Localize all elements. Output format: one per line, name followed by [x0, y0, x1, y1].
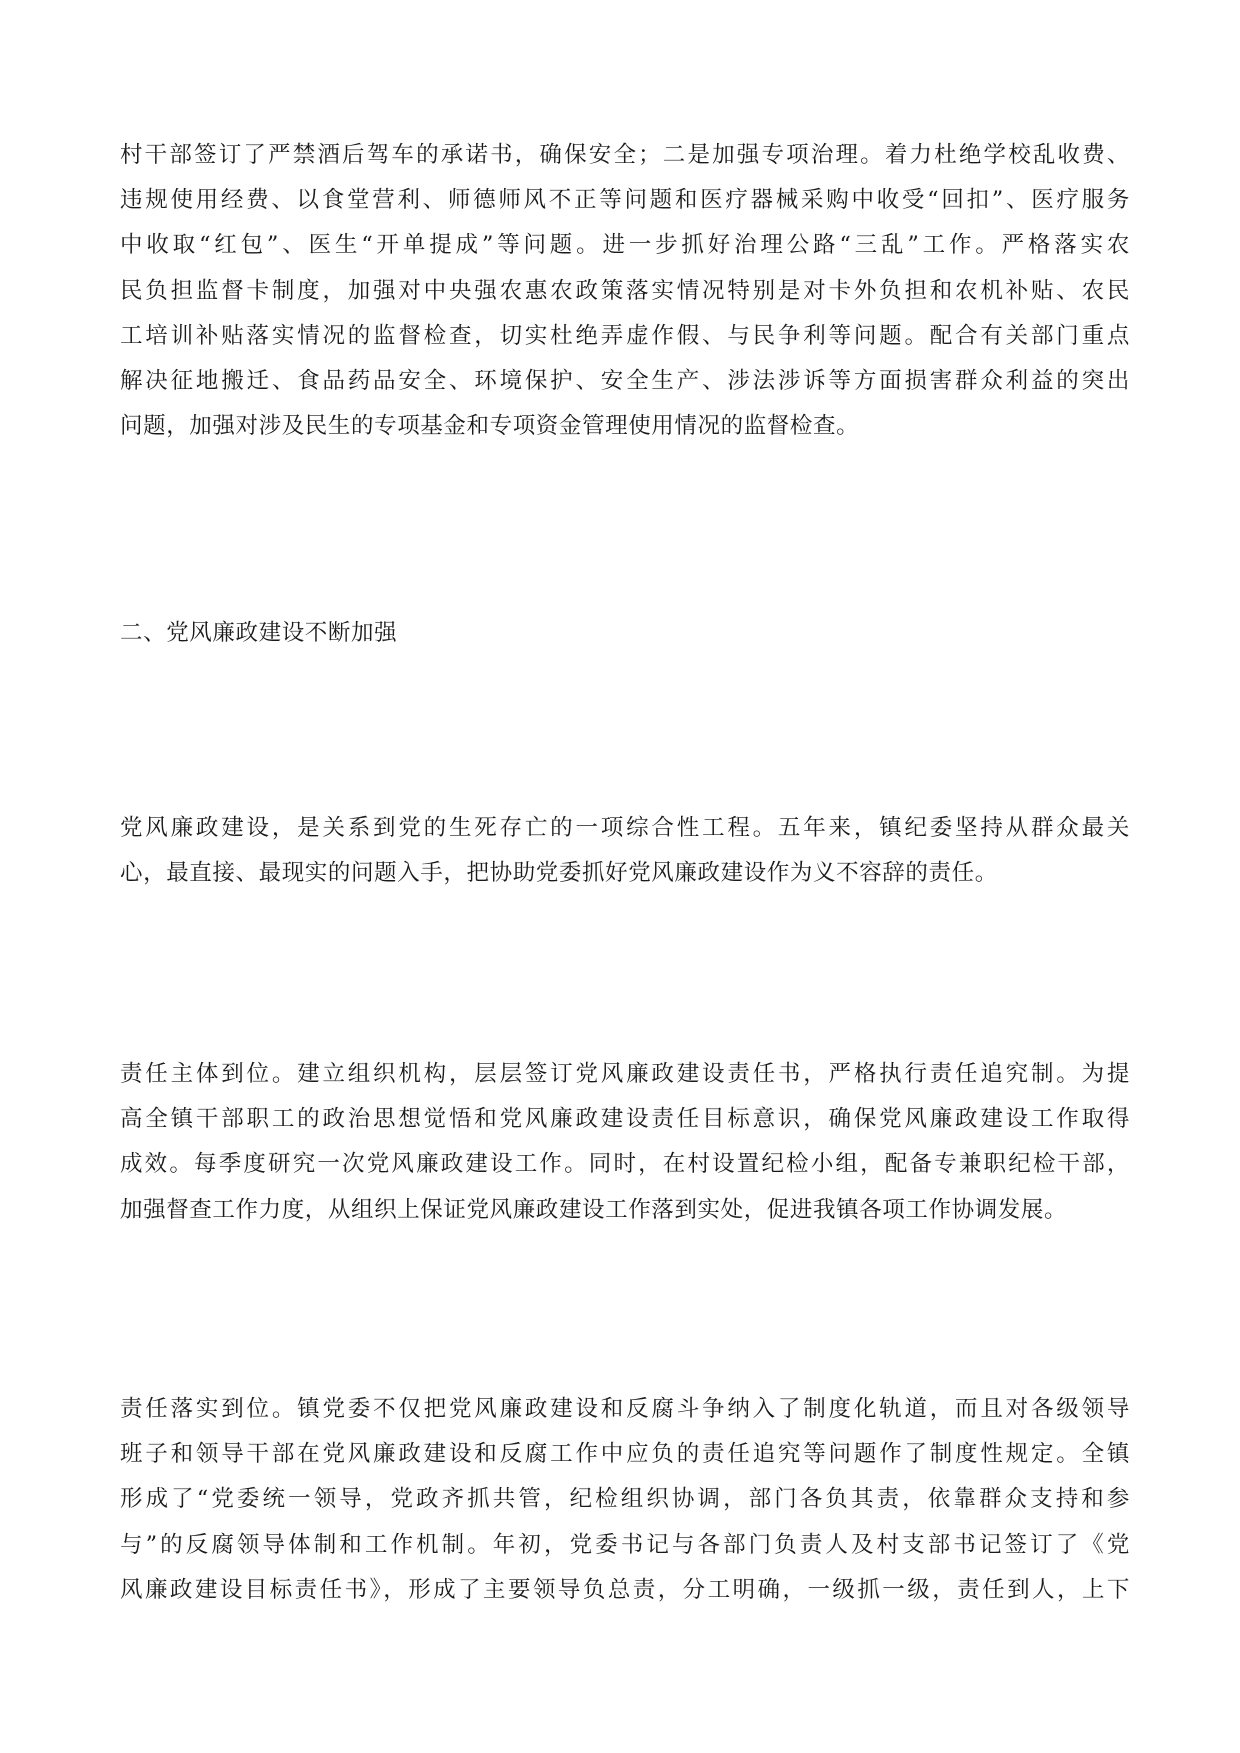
paragraph-4-line: 责任落实到位。镇党委不仅把党风廉政建设和反腐斗争纳入了制度化轨道，而且对各级领导: [120, 1396, 1130, 1422]
paragraph-3-line: 高全镇干部职工的政治思想觉悟和党风廉政建设责任目标意识，确保党风廉政建设工作取得: [120, 1106, 1130, 1133]
paragraph-1-line: 民负担监督卡制度，加强对中央强农惠农政策落实情况特别是对卡外负担和农机补贴、农民: [120, 277, 1130, 304]
paragraph-3-line: 加强督查工作力度，从组织上保证党风廉政建设工作落到实处，促进我镇各项工作协调发展。: [120, 1196, 1068, 1223]
paragraph-1-line: 村干部签订了严禁酒后驾车的承诺书，确保安全；二是加强专项治理。着力杜绝学校乱收费、: [120, 142, 1130, 168]
paragraph-4-line: 形成了“党委统一领导，党政齐抓共管，纪检组织协调，部门各负其责，依靠群众支持和参: [120, 1486, 1130, 1513]
paragraph-4-line: 班子和领导干部在党风廉政建设和反腐工作中应负的责任追究等问题作了制度性规定。全镇: [120, 1441, 1130, 1468]
paragraph-2: [120, 806, 1130, 896]
paragraph-3-line: 责任主体到位。建立组织机构，层层签订党风廉政建设责任书，严格执行责任追究制。为提: [120, 1061, 1130, 1087]
paragraph-3: [120, 1052, 1130, 1233]
paragraph-1-line: 问题，加强对涉及民生的专项基金和专项资金管理使用情况的监督检查。: [120, 413, 860, 440]
paragraph-2-line: 党风廉政建设，是关系到党的生死存亡的一项综合性工程。五年来，镇纪委坚持从群众最关: [120, 815, 1130, 841]
paragraph-1-line: 违规使用经费、以食堂营利、师德师风不正等问题和医疗器械采购中收受“回扣”、医疗服务: [120, 187, 1130, 214]
section-heading: 二、党风廉政建设不断加强: [120, 620, 398, 646]
paragraph-1-line: 解决征地搬迁、食品药品安全、环境保护、安全生产、涉法涉诉等方面损害群众利益的突出: [120, 367, 1130, 394]
paragraph-2-line: 心，最直接、最现实的问题入手，把协助党委抓好党风廉政建设作为义不容辞的责任。: [120, 860, 998, 887]
paragraph-3-line: 成效。每季度研究一次党风廉政建设工作。同时，在村设置纪检小组，配备专兼职纪检干部，: [120, 1151, 1130, 1178]
paragraph-1-line: 工培训补贴落实情况的监督检查，切实杜绝弄虚作假、与民争利等问题。配合有关部门重点: [120, 322, 1130, 349]
paragraph-4-line: 与”的反腐领导体制和工作机制。年初，党委书记与各部门负责人及村支部书记签订了《党: [120, 1531, 1130, 1558]
paragraph-1-line: 中收取“红包”、医生“开单提成”等问题。进一步抓好治理公路“三乱”工作。严格落实农: [120, 232, 1130, 259]
paragraph-1: [120, 133, 1130, 449]
paragraph-4: [120, 1387, 1130, 1613]
paragraph-4-line: 风廉政建设目标责任书》，形成了主要领导负总责，分工明确，一级抓一级，责任到人，上下: [120, 1576, 1130, 1603]
